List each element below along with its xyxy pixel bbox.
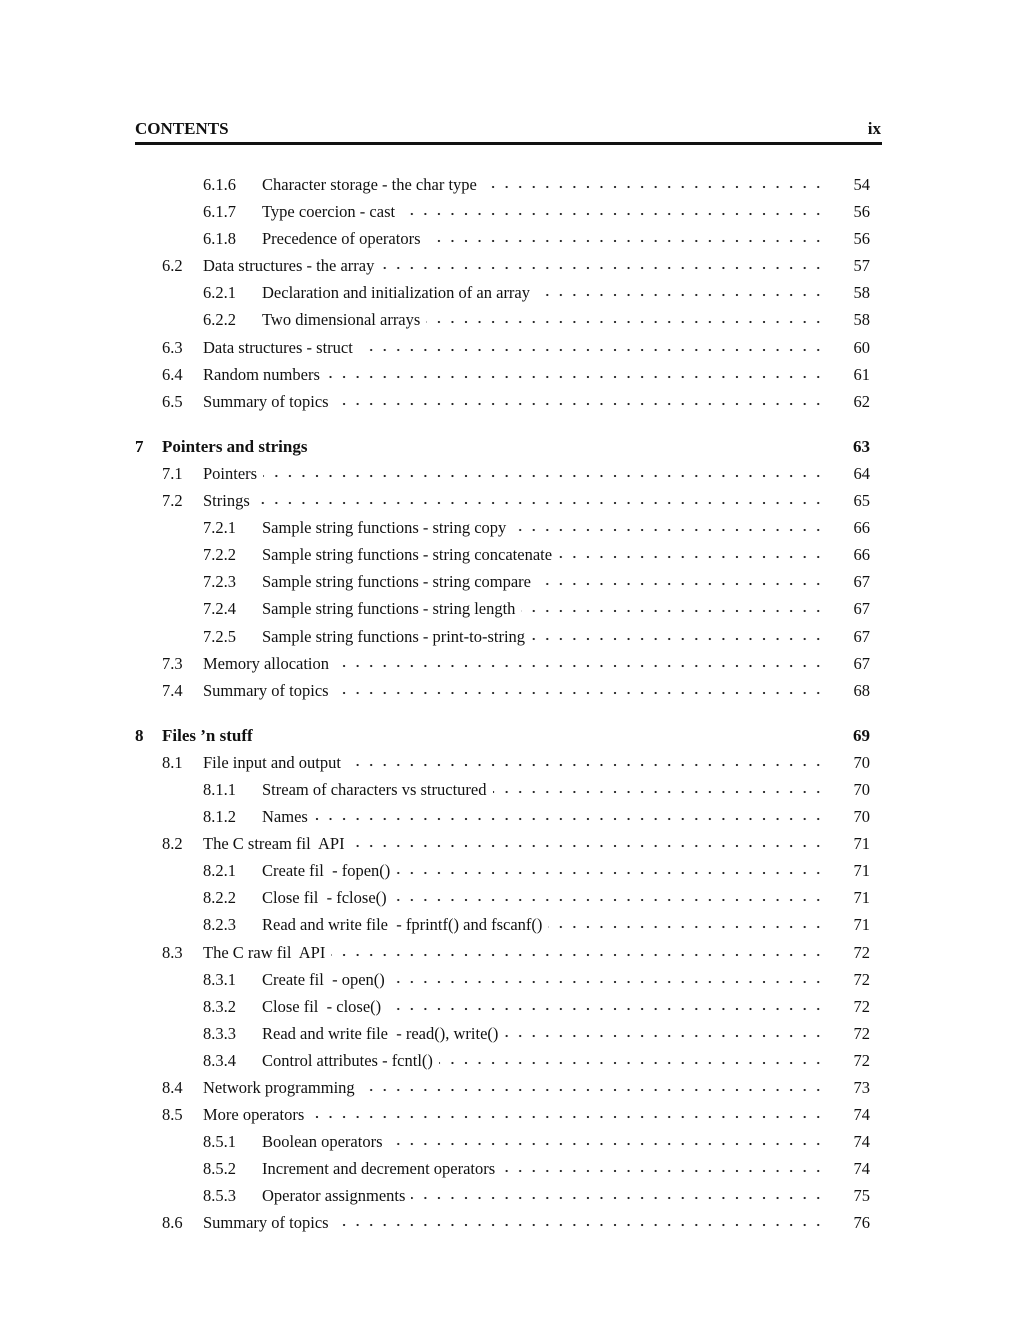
entry-title: Files ’n stuff <box>162 724 259 748</box>
entry-number: 7 <box>135 436 144 456</box>
entry-number: 8.5 <box>162 1105 183 1125</box>
entry-page: 70 <box>853 807 870 827</box>
dot-leader <box>512 528 825 532</box>
toc-subsection[interactable] <box>135 859 870 886</box>
toc-subsection[interactable] <box>135 1049 870 1076</box>
toc-section[interactable] <box>135 489 870 516</box>
entry-number: 6.3 <box>162 337 183 357</box>
entry-title: Read and write file - fprintf() and fscanf() <box>262 913 548 937</box>
dot-leader <box>335 402 825 406</box>
entry-number: 8.6 <box>162 1213 183 1233</box>
entry-number: 6.1.8 <box>203 229 236 249</box>
entry-number: 7.4 <box>162 680 183 700</box>
entry-title: Close fil - fclose() <box>262 886 393 910</box>
entry-page: 71 <box>853 888 870 908</box>
dot-leader <box>536 293 825 297</box>
dot-leader <box>335 664 825 668</box>
entry-page: 74 <box>853 1132 870 1152</box>
entry-page: 61 <box>853 364 870 384</box>
entry-page: 65 <box>853 491 870 511</box>
entry-number: 7.1 <box>162 463 183 483</box>
entry-title: Summary of topics <box>203 679 335 703</box>
toc-section[interactable] <box>135 336 870 363</box>
entry-title: Names <box>262 805 314 829</box>
entry-page: 72 <box>853 1023 870 1043</box>
entry-page: 67 <box>853 626 870 646</box>
entry-number: 8.5.1 <box>203 1132 236 1152</box>
entry-page: 63 <box>853 436 870 456</box>
entry-page: 69 <box>853 725 870 745</box>
entry-title: Control attributes - fcntl() <box>262 1049 439 1073</box>
entry-number: 7.2.5 <box>203 626 236 646</box>
dot-leader <box>380 266 825 270</box>
running-header <box>135 119 881 141</box>
dot-leader <box>531 637 825 641</box>
toc-subsection[interactable] <box>135 1157 870 1184</box>
dot-leader <box>396 871 825 875</box>
entry-number: 8.2 <box>162 834 183 854</box>
entry-title: Precedence of operators <box>262 227 427 251</box>
entry-page: 64 <box>853 463 870 483</box>
entry-number: 7.3 <box>162 653 183 673</box>
entry-page: 72 <box>853 1050 870 1070</box>
entry-title: Random numbers <box>203 363 326 387</box>
entry-page: 71 <box>853 861 870 881</box>
entry-number: 8.2.2 <box>203 888 236 908</box>
entry-title: Create fil - open() <box>262 968 391 992</box>
entry-title: Create fil - fopen() <box>262 859 396 883</box>
dot-leader <box>558 555 825 559</box>
entry-page: 57 <box>853 256 870 276</box>
entry-page: 74 <box>853 1159 870 1179</box>
entry-number: 6.1.7 <box>203 202 236 222</box>
dot-leader <box>335 1223 825 1227</box>
entry-number: 8.2.1 <box>203 861 236 881</box>
table-of-contents <box>135 173 870 1239</box>
entry-title: Pointers and strings <box>162 435 313 459</box>
toc-section[interactable] <box>135 1211 870 1238</box>
dot-leader <box>483 185 825 189</box>
dot-leader <box>548 925 825 929</box>
toc-subsection[interactable] <box>135 173 870 200</box>
toc-subsection[interactable] <box>135 1022 870 1049</box>
toc-subsection[interactable] <box>135 597 870 624</box>
entry-title: Two dimensional arrays <box>262 308 426 332</box>
entry-title: Strings <box>203 489 256 513</box>
dot-leader <box>389 1142 825 1146</box>
toc-subsection[interactable] <box>135 516 870 543</box>
entry-number: 7.2.4 <box>203 599 236 619</box>
header-title: CONTENTS <box>135 119 229 138</box>
toc-section[interactable] <box>135 1076 870 1103</box>
entry-page: 58 <box>853 310 870 330</box>
entry-title: The C stream fil API <box>203 832 351 856</box>
entry-number: 7.2 <box>162 491 183 511</box>
toc-subsection[interactable] <box>135 625 870 652</box>
dot-leader <box>263 474 825 478</box>
entry-number: 8.4 <box>162 1078 183 1097</box>
dot-leader <box>335 691 825 695</box>
toc-subsection[interactable] <box>135 805 870 832</box>
dot-leader <box>411 1196 825 1200</box>
dot-leader <box>347 763 825 767</box>
dot-leader <box>501 1169 825 1173</box>
entry-number: 8.3.4 <box>203 1050 236 1070</box>
dot-leader <box>537 582 825 586</box>
entry-number: 8.5.3 <box>203 1186 236 1206</box>
entry-title: Sample string functions - string concatenate <box>262 543 558 567</box>
dot-leader <box>427 239 825 243</box>
entry-page: 66 <box>853 518 870 538</box>
dot-leader <box>351 844 825 848</box>
entry-title: Data structures - the array <box>203 254 380 278</box>
entry-title: Sample string functions - string copy <box>262 516 512 540</box>
dot-leader <box>521 609 825 613</box>
toc-subsection[interactable] <box>135 778 870 805</box>
entry-title: Data structures - struct <box>203 336 359 360</box>
entry-title: Increment and decrement operators <box>262 1157 501 1181</box>
dot-leader <box>331 953 825 957</box>
entry-title: Pointers <box>203 462 263 486</box>
entry-number: 8.1 <box>162 752 183 772</box>
entry-page: 72 <box>853 969 870 989</box>
header-rule <box>135 142 882 145</box>
entry-page: 72 <box>853 996 870 1016</box>
toc-subsection[interactable] <box>135 543 870 570</box>
entry-title: The C raw fil API <box>203 941 331 965</box>
toc-subsection[interactable] <box>135 200 870 227</box>
entry-page: 71 <box>853 834 870 854</box>
entry-page: 70 <box>853 752 870 772</box>
entry-page: 67 <box>853 572 870 592</box>
dot-leader <box>387 1007 825 1011</box>
toc-subsection[interactable] <box>135 1130 870 1157</box>
toc-subsection[interactable] <box>135 886 870 913</box>
toc-section[interactable] <box>135 254 870 281</box>
entry-page: 74 <box>853 1105 870 1125</box>
toc-subsection[interactable] <box>135 995 870 1022</box>
entry-title: File input and output <box>203 751 347 775</box>
toc-subsection[interactable] <box>135 281 870 308</box>
toc-subsection[interactable] <box>135 968 870 995</box>
entry-page: 72 <box>853 942 870 962</box>
entry-title: Sample string functions - print-to-string <box>262 625 531 649</box>
entry-page: 62 <box>853 391 870 411</box>
entry-title: Read and write file - read(), write() <box>262 1022 504 1046</box>
entry-number: 8.3.2 <box>203 996 236 1016</box>
entry-number: 7.2.3 <box>203 572 236 592</box>
header-page-number: ix <box>867 119 881 138</box>
entry-page: 56 <box>853 229 870 249</box>
toc-section[interactable] <box>135 832 870 859</box>
entry-page: 68 <box>853 680 870 700</box>
entry-page: 60 <box>853 337 870 357</box>
entry-number: 8.5.2 <box>203 1159 236 1179</box>
toc-subsection[interactable] <box>135 913 870 940</box>
entry-title: Character storage - the char type <box>262 173 483 197</box>
entry-title: Operator assignments <box>262 1184 411 1208</box>
entry-page: 58 <box>853 283 870 303</box>
entry-title: Summary of topics <box>203 1211 335 1235</box>
entry-number: 8.3 <box>162 942 183 962</box>
toc-subsection[interactable] <box>135 1184 870 1211</box>
dot-leader <box>314 817 825 821</box>
entry-page: 73 <box>853 1078 870 1097</box>
entry-number: 8.3.3 <box>203 1023 236 1043</box>
entry-number: 8.3.1 <box>203 969 236 989</box>
entry-page: 70 <box>853 779 870 799</box>
entry-number: 7.2.1 <box>203 518 236 538</box>
entry-number: 6.4 <box>162 364 183 384</box>
dot-leader <box>401 212 825 216</box>
entry-page: 67 <box>853 653 870 673</box>
entry-title: Boolean operators <box>262 1130 389 1154</box>
entry-number: 6.5 <box>162 391 183 411</box>
entry-page: 56 <box>853 202 870 222</box>
entry-number: 8.1.1 <box>203 779 236 799</box>
entry-number: 8 <box>135 725 144 745</box>
toc-section[interactable] <box>135 363 870 390</box>
toc-subsection[interactable] <box>135 227 870 254</box>
toc-subsection[interactable] <box>135 308 870 335</box>
entry-page: 76 <box>853 1213 870 1233</box>
entry-number: 6.1.6 <box>203 175 236 194</box>
toc-section[interactable] <box>135 679 870 706</box>
entry-number: 6.2.2 <box>203 310 236 330</box>
entry-title: Summary of topics <box>203 390 335 414</box>
entry-number: 6.2.1 <box>203 283 236 303</box>
dot-leader <box>493 790 825 794</box>
dot-leader <box>426 320 825 324</box>
entry-title: More operators <box>203 1103 310 1127</box>
entry-number: 8.1.2 <box>203 807 236 827</box>
dot-leader <box>393 898 825 902</box>
entry-title: Type coercion - cast <box>262 200 401 224</box>
toc-chapter[interactable] <box>135 724 870 751</box>
toc-chapter[interactable] <box>135 435 870 462</box>
entry-page: 54 <box>853 175 870 194</box>
dot-leader <box>391 980 825 984</box>
entry-page: 75 <box>853 1186 870 1206</box>
entry-title: Sample string functions - string compare <box>262 570 537 594</box>
entry-title: Sample string functions - string length <box>262 597 521 621</box>
entry-title: Memory allocation <box>203 652 335 676</box>
dot-leader <box>439 1061 825 1065</box>
entry-page: 67 <box>853 599 870 619</box>
dot-leader <box>326 375 825 379</box>
dot-leader <box>504 1034 825 1038</box>
dot-leader <box>256 501 825 505</box>
entry-title: Declaration and initialization of an array <box>262 281 536 305</box>
dot-leader <box>361 1088 825 1092</box>
dot-leader <box>359 348 825 352</box>
dot-leader <box>310 1115 825 1119</box>
toc-subsection[interactable] <box>135 570 870 597</box>
entry-page: 66 <box>853 545 870 565</box>
toc-section[interactable] <box>135 941 870 968</box>
entry-title: Network programming <box>203 1076 361 1100</box>
entry-title: Stream of characters vs structured <box>262 778 493 802</box>
toc-section[interactable] <box>135 1103 870 1130</box>
entry-title: Close fil - close() <box>262 995 387 1019</box>
toc-section[interactable] <box>135 462 870 489</box>
toc-section[interactable] <box>135 751 870 778</box>
entry-number: 8.2.3 <box>203 915 236 935</box>
entry-number: 6.2 <box>162 256 183 276</box>
toc-section[interactable] <box>135 652 870 679</box>
entry-number: 7.2.2 <box>203 545 236 565</box>
entry-page: 71 <box>853 915 870 935</box>
toc-section[interactable] <box>135 390 870 417</box>
